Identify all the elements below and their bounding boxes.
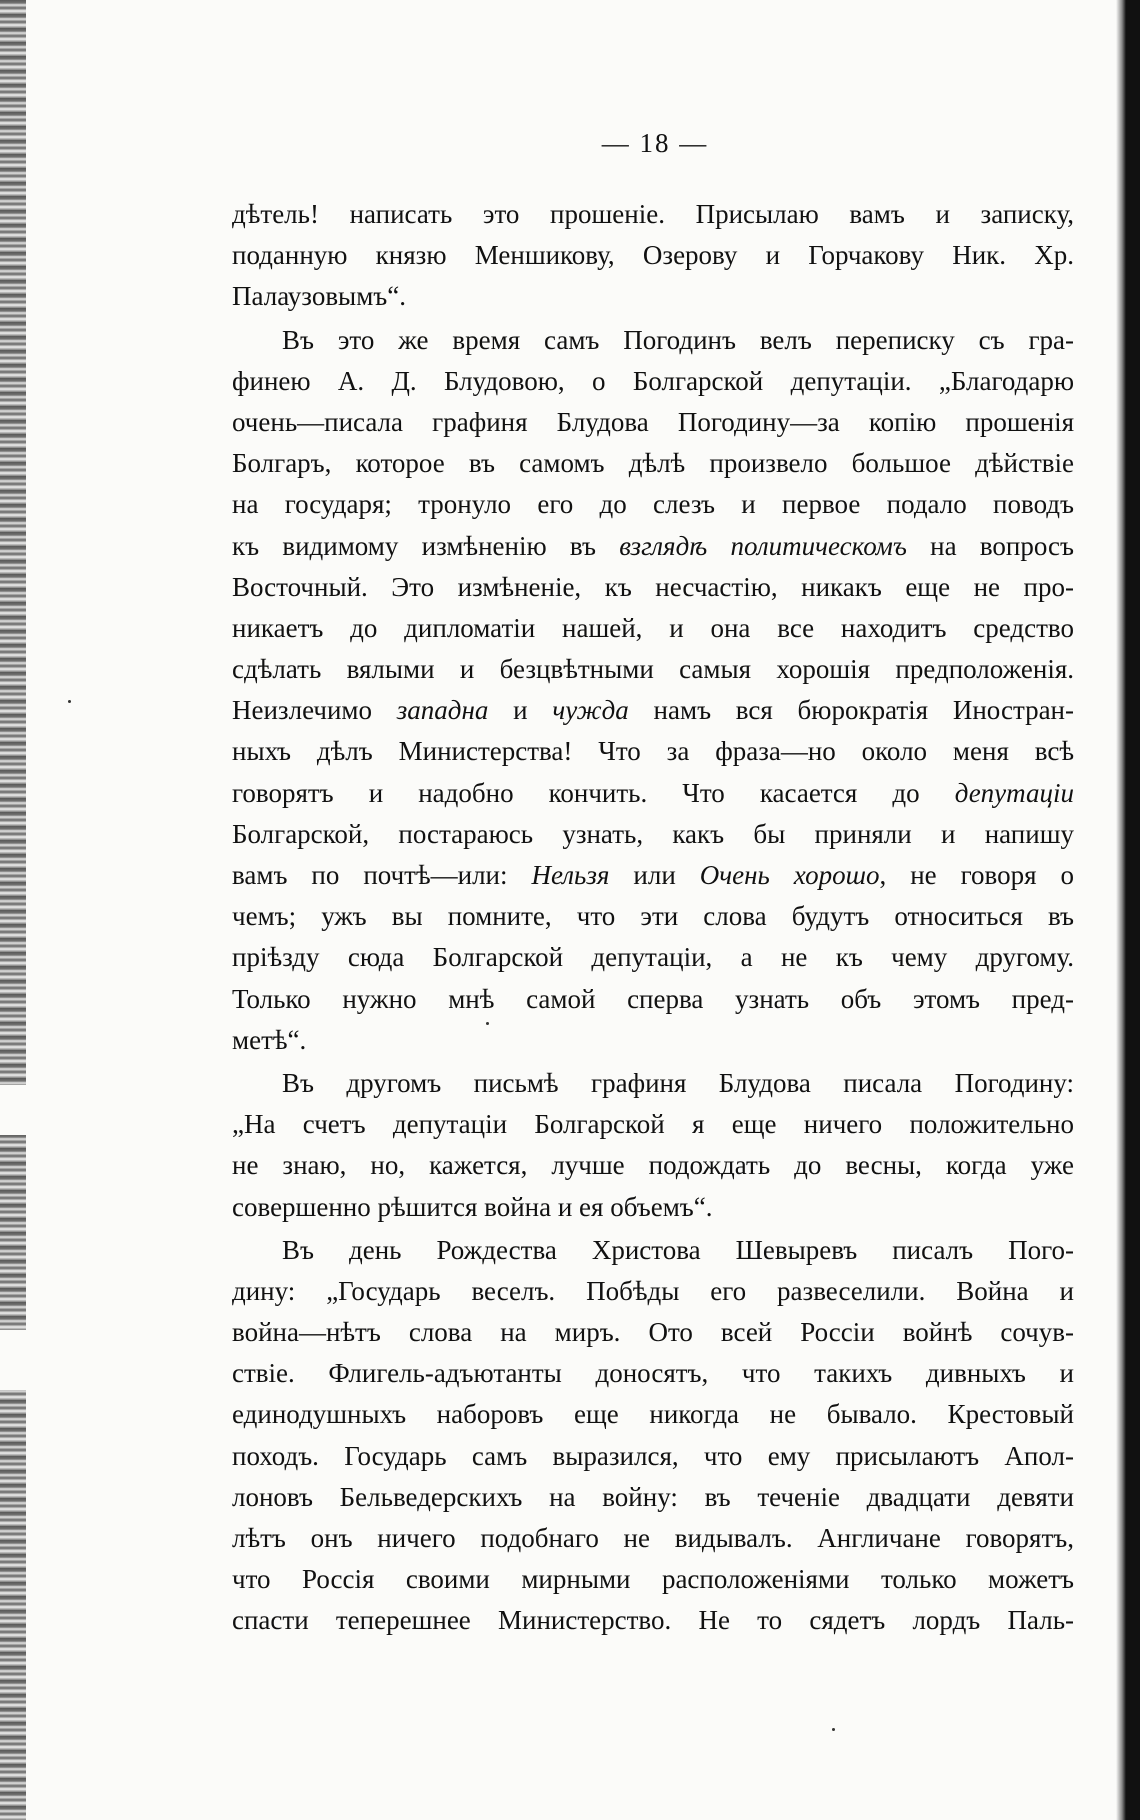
- text-line: лѣтъ онъ ничего подобнаго не видывалъ. Англичане говорятъ,: [232, 1523, 1074, 1553]
- text-line: ствіе. Флигель-адъютанты доносятъ, что такихъ дивныхъ и: [232, 1358, 1074, 1389]
- text-line: Только нужно мнѣ самой сперва узнать объ этомъ пред-: [232, 983, 1074, 1014]
- text-line: дѣтель! написать это прошеніе. Присылаю вамъ и записку,: [232, 199, 1074, 229]
- body-text: [232, 194, 1074, 1642]
- binding-gap: [0, 1330, 26, 1390]
- text-line: Болгарской, постараюсь узнать, какъ бы приняли и напишу: [232, 818, 1074, 849]
- page-number-header: [0, 128, 1140, 159]
- text-line: пріѣзду сюда Болгарской депутаціи, а не къ чему другому.: [232, 942, 1074, 973]
- text-line: очень—писала графиня Блудова Погодину—за копію прошенія: [232, 406, 1074, 437]
- text-line: говорятъ и надобно кончить. Что касается до депутаціи: [232, 777, 1074, 808]
- binding-gap: [0, 1085, 26, 1135]
- text-line: Неизлечимо западна и чужда намъ вся бюрократія Иностран-: [232, 695, 1074, 726]
- text-line: единодушныхъ наборовъ еще никогда не бывало. Крестовый: [232, 1399, 1074, 1430]
- text-line: метѣ“.: [232, 1024, 307, 1055]
- text-line: Въ день Рождества Христова Шевыревъ писалъ Пого-: [282, 1234, 1074, 1265]
- text-line: Восточный. Это измѣненіе, къ несчастію, никакъ еще не про-: [232, 571, 1074, 602]
- text-line: ныхъ дѣлъ Министерства! Что за фраза—но около меня всѣ: [232, 736, 1074, 767]
- text-line: къ видимому измѣненію въ взглядѣ политическомъ на вопросъ: [232, 530, 1074, 561]
- text-line: совершенно рѣшится война и ея объемъ“.: [232, 1191, 713, 1222]
- italic-word: западна: [396, 695, 489, 726]
- text-line: Болгаръ, которое въ самомъ дѣлѣ произвело большое дѣйствіе: [232, 448, 1074, 479]
- scan-speck: [832, 1728, 835, 1731]
- text-line: на государя; тронуло его до слезъ и первое подало поводъ: [232, 489, 1074, 520]
- text-line: Въ другомъ письмѣ графиня Блудова писала Погодину:: [282, 1067, 1074, 1098]
- binding-shadow-left: [0, 0, 26, 1820]
- text-line: Палаузовымъ“.: [232, 281, 406, 312]
- text-line: чемъ; ужъ вы помните, что эти слова будутъ относиться въ: [232, 901, 1074, 932]
- text-line: „На счетъ депутаціи Болгарской я еще ничего положительно: [232, 1109, 1074, 1140]
- text-line: вамъ по почтѣ—или: Нельзя или Очень хорошо, не говоря о: [232, 860, 1074, 890]
- italic-phrase: взглядѣ политическомъ: [619, 530, 907, 561]
- text-line: спасти теперешнее Министерство. Не то сядетъ лордъ Паль-: [232, 1605, 1074, 1636]
- page-number: — 18 —: [601, 128, 709, 158]
- text-line: походъ. Государь самъ выразился, что ему присылаютъ Апол-: [232, 1440, 1074, 1471]
- text-line: дину: „Государь веселъ. Побѣды его развеселили. Война и: [232, 1275, 1074, 1306]
- italic-word: депутаціи: [954, 777, 1074, 808]
- italic-phrase: Очень хорошо: [699, 860, 880, 890]
- page-edge-right: [1116, 0, 1140, 1820]
- text-line: поданную князю Меншикову, Озерову и Горчакову Ник. Хр.: [232, 240, 1074, 271]
- text-line: лоновъ Бельведерскихъ на войну: въ теченіе двадцати девяти: [232, 1481, 1074, 1512]
- text-line: война—нѣтъ слова на миръ. Ото всей Россіи войнѣ сочув-: [232, 1317, 1074, 1348]
- text-line: сдѣлать вялыми и безцвѣтными самыя хорошія предположенія.: [232, 654, 1074, 685]
- scan-speck: [486, 1022, 489, 1025]
- italic-word: Нельзя: [531, 860, 610, 890]
- italic-word: чужда: [552, 695, 629, 726]
- text-line: не знаю, но, кажется, лучше подождать до весны, когда уже: [232, 1150, 1074, 1181]
- scan-speck: [68, 700, 71, 703]
- text-line: что Россія своими мирными расположеніями только можетъ: [232, 1564, 1074, 1595]
- text-line: финею А. Д. Блудовою, о Болгарской депутаціи. „Благодарю: [232, 365, 1074, 396]
- text-line: никаетъ до дипломатіи нашей, и она все находитъ средство: [232, 612, 1074, 643]
- text-line: Въ это же время самъ Погодинъ велъ переписку съ гра-: [282, 324, 1074, 355]
